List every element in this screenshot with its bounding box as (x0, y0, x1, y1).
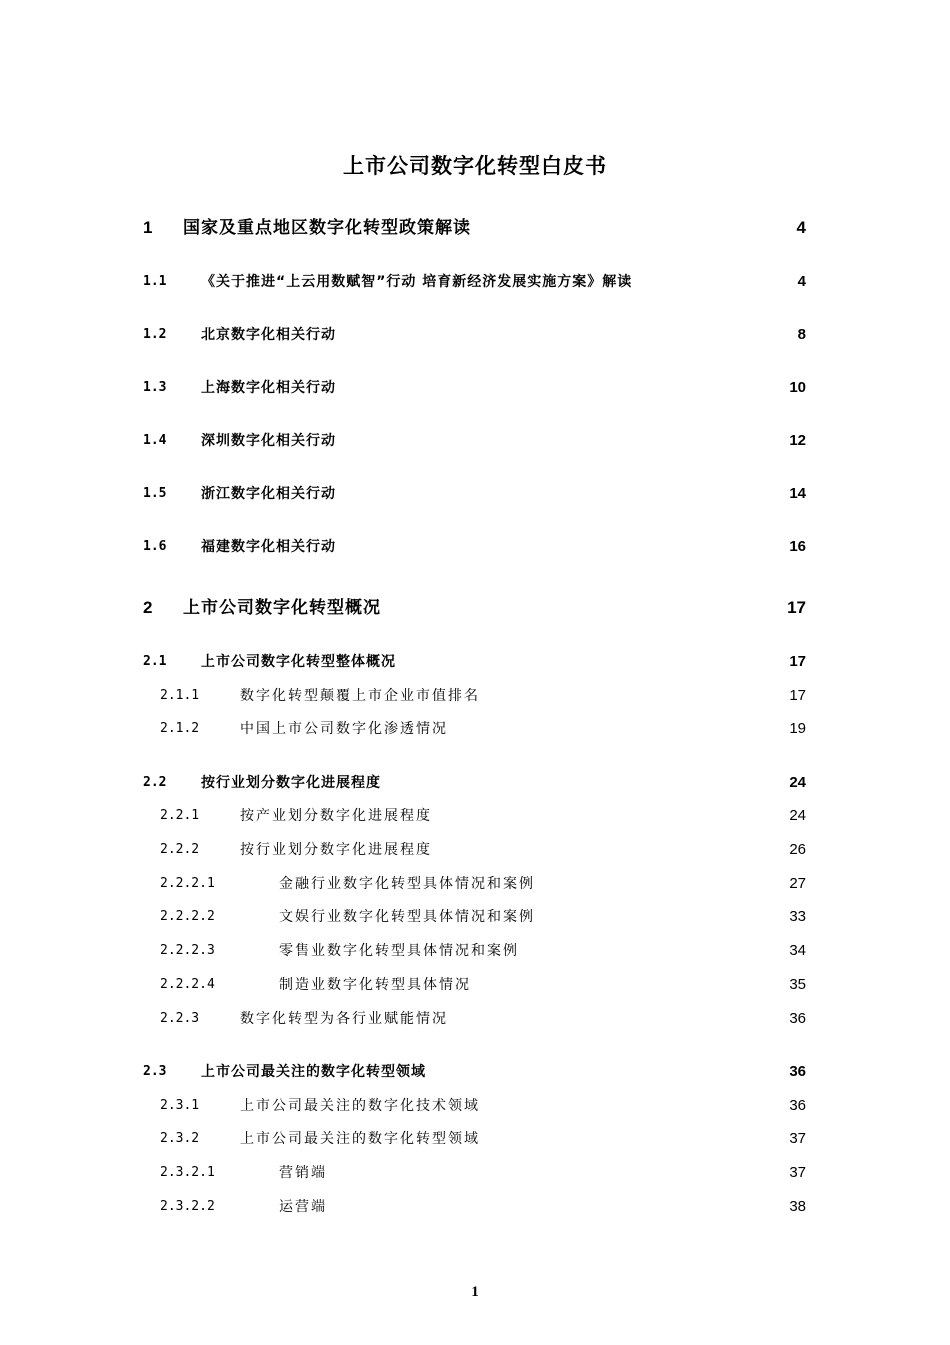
toc-entry[interactable] (0, 1162, 950, 1184)
toc-entry-page: 8 (797, 326, 806, 343)
toc-entry[interactable] (0, 940, 950, 962)
toc-entry-page: 4 (796, 218, 806, 237)
toc-entry[interactable] (0, 597, 950, 619)
toc-entry-page: 38 (789, 1198, 806, 1215)
toc-entry[interactable] (0, 483, 950, 505)
toc-entry[interactable] (0, 685, 950, 707)
toc-entry-number: 2.1.2 (160, 721, 200, 736)
page-number: 1 (471, 1284, 479, 1300)
toc-entry-page: 16 (789, 538, 806, 555)
toc-entry-label: 上市公司最关注的数字化转型领域 (201, 1064, 426, 1080)
toc-entry[interactable] (0, 1128, 950, 1150)
toc-entry[interactable] (0, 1095, 950, 1117)
toc-entry-page: 36 (789, 1097, 806, 1114)
toc-entry[interactable] (0, 906, 950, 928)
toc-entry-label: 数字化转型颠覆上市企业市值排名 (240, 688, 480, 704)
toc-entry[interactable] (0, 377, 950, 399)
toc-entry-page: 24 (789, 807, 806, 824)
toc-entry-number: 1.1 (143, 274, 167, 289)
toc-entry-number: 1.5 (143, 486, 167, 501)
toc-entry-label: 数字化转型为各行业赋能情况 (240, 1011, 448, 1027)
toc-entry[interactable] (0, 324, 950, 346)
toc-entry-page: 37 (789, 1164, 806, 1181)
toc-entry-page: 4 (797, 273, 806, 290)
toc-entry-label: 文娱行业数字化转型具体情况和案例 (279, 909, 535, 925)
toc-entry[interactable] (0, 430, 950, 452)
toc-entry[interactable] (0, 1196, 950, 1218)
toc-entry[interactable] (0, 718, 950, 740)
toc-entry-page: 10 (789, 379, 806, 396)
toc-entry-label: 上市公司最关注的数字化技术领域 (240, 1098, 480, 1114)
toc-entry-label: 按行业划分数字化进展程度 (201, 775, 381, 791)
toc-entry-number: 1 (143, 218, 153, 237)
toc-entry-label: 《关于推进“上云用数赋智”行动 培育新经济发展实施方案》解读 (201, 274, 633, 290)
toc-entry-number: 1.4 (143, 433, 167, 448)
toc-entry-number: 1.6 (143, 539, 167, 554)
toc-entry-page: 26 (789, 841, 806, 858)
toc-entry-page: 36 (789, 1010, 806, 1027)
toc-entry-page: 27 (789, 875, 806, 892)
toc-entry-label: 上市公司最关注的数字化转型领域 (240, 1131, 480, 1147)
toc-entry[interactable] (0, 974, 950, 996)
toc-entry-label: 上市公司数字化转型概况 (183, 598, 381, 618)
toc-entry[interactable] (0, 217, 950, 239)
toc-entry-number: 2.2.2.3 (160, 943, 215, 958)
toc-entry-label: 上海数字化相关行动 (201, 380, 336, 396)
toc-entry[interactable] (0, 839, 950, 861)
toc-entry-page: 12 (789, 432, 806, 449)
toc-entry[interactable] (0, 772, 950, 794)
document-title: 上市公司数字化转型白皮书 (343, 154, 607, 178)
toc-entry-page: 17 (789, 653, 806, 670)
toc-entry-number: 2.2.2 (160, 842, 200, 857)
toc-entry-label: 营销端 (279, 1165, 327, 1181)
toc-entry-number: 2.2 (143, 775, 167, 790)
toc-entry-page: 33 (789, 908, 806, 925)
toc-entry-number: 2.3.1 (160, 1098, 200, 1113)
toc-entry[interactable] (0, 271, 950, 293)
toc-entry-number: 2.3.2 (160, 1131, 200, 1146)
toc-entry-label: 福建数字化相关行动 (201, 539, 336, 555)
toc-entry[interactable] (0, 1008, 950, 1030)
toc-entry-number: 2.2.2.2 (160, 909, 215, 924)
toc-entry-number: 2 (143, 598, 153, 617)
toc-entry[interactable] (0, 805, 950, 827)
toc-entry[interactable] (0, 651, 950, 673)
toc-entry-number: 2.2.3 (160, 1011, 200, 1026)
toc-entry-label: 按行业划分数字化进展程度 (240, 842, 432, 858)
toc-entry-number: 1.3 (143, 380, 167, 395)
toc-entry-label: 按产业划分数字化进展程度 (240, 808, 432, 824)
toc-entry-label: 运营端 (279, 1199, 327, 1215)
toc-entry-page: 35 (789, 976, 806, 993)
toc-entry-page: 17 (787, 598, 806, 617)
toc-entry-page: 19 (789, 720, 806, 737)
toc-entry-label: 北京数字化相关行动 (201, 327, 336, 343)
toc-entry-number: 2.3.2.1 (160, 1165, 215, 1180)
toc-entry-label: 国家及重点地区数字化转型政策解读 (183, 218, 471, 238)
toc-entry-label: 金融行业数字化转型具体情况和案例 (279, 876, 535, 892)
toc-entry-label: 中国上市公司数字化渗透情况 (240, 721, 448, 737)
toc-entry-page: 24 (789, 774, 806, 791)
toc-entry-label: 深圳数字化相关行动 (201, 433, 336, 449)
toc-entry-number: 2.2.1 (160, 808, 200, 823)
toc-entry-page: 36 (789, 1063, 806, 1080)
toc-entry-number: 2.3.2.2 (160, 1199, 215, 1214)
toc-entry[interactable] (0, 536, 950, 558)
toc-entry-label: 浙江数字化相关行动 (201, 486, 336, 502)
toc-entry-number: 2.1.1 (160, 688, 200, 703)
toc-entry-page: 37 (789, 1130, 806, 1147)
toc-entry-label: 制造业数字化转型具体情况 (279, 977, 471, 993)
toc-entry-page: 17 (789, 687, 806, 704)
toc-entry[interactable] (0, 873, 950, 895)
toc-entry-label: 零售业数字化转型具体情况和案例 (279, 943, 519, 959)
toc-entry-number: 2.3 (143, 1064, 167, 1079)
toc-entry-page: 34 (789, 942, 806, 959)
toc-entry-number: 1.2 (143, 327, 167, 342)
toc-entry-number: 2.2.2.4 (160, 977, 215, 992)
toc-entry-page: 14 (789, 485, 806, 502)
toc-entry-label: 上市公司数字化转型整体概况 (201, 654, 396, 670)
toc-entry-number: 2.1 (143, 654, 167, 669)
toc-entry-number: 2.2.2.1 (160, 876, 215, 891)
toc-entry[interactable] (0, 1061, 950, 1083)
